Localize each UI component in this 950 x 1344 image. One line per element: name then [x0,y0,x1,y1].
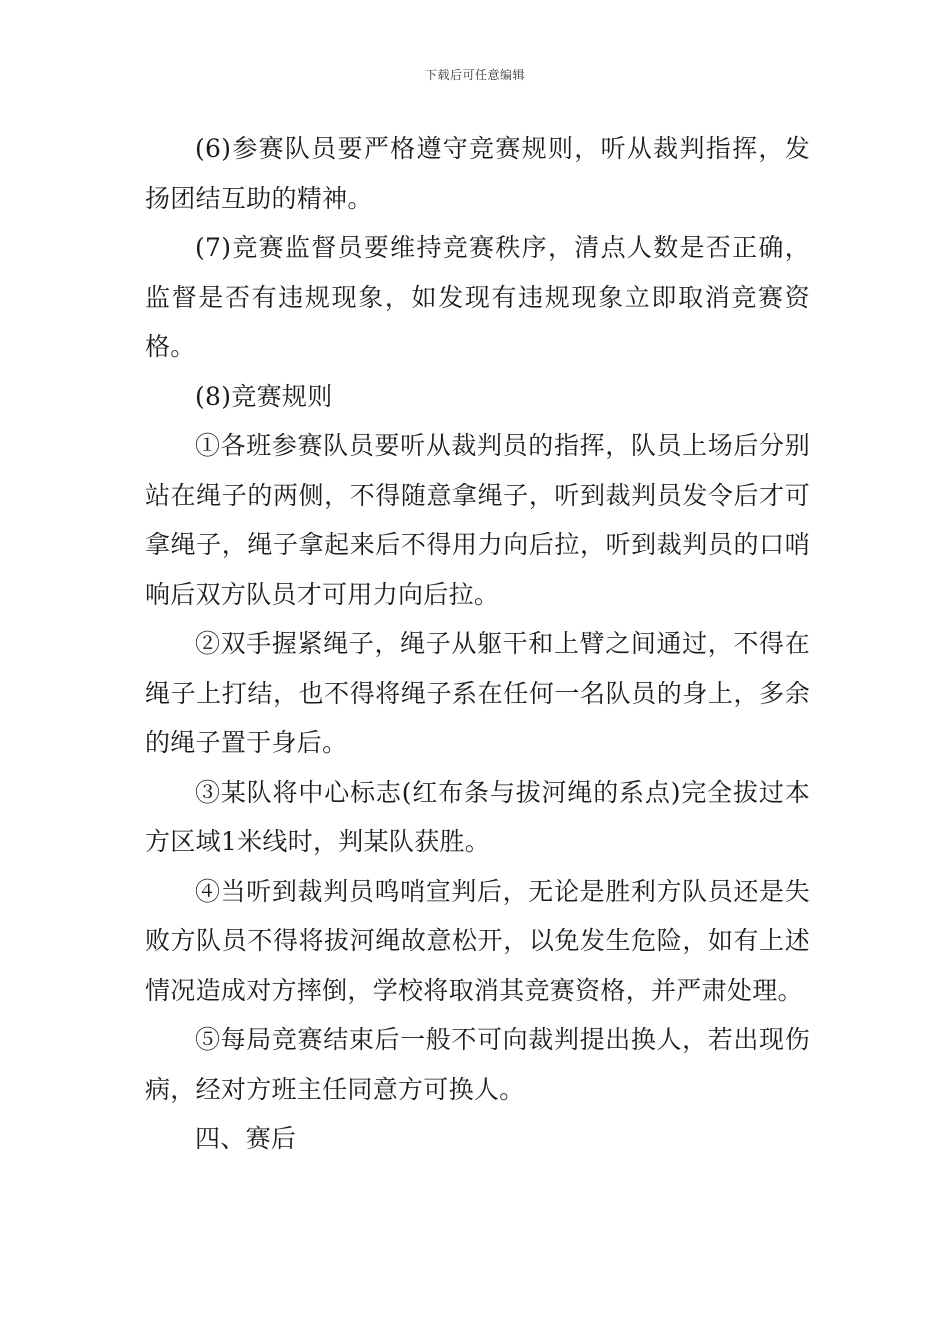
paragraph-7-supervisor-duties: (7)竞赛监督员要维持竞赛秩序，清点人数是否正确，监督是否有违规现象，如发现有违规现象立即取消竞赛资格。 [145,233,810,361]
header-note: 下载后可任意编辑 [424,68,525,82]
section-4-heading: 四、赛后 [195,1124,297,1153]
rule-1-paragraph: ①各班参赛队员要听从裁判员的指挥，队员上场后分别站在绳子的两侧，不得随意拿绳子，听到裁判员发令后才可拿绳子，绳子拿起来后不得用力向后拉，听到裁判员的口哨响后双方队员才可用力向后拉。 [145,431,810,609]
rule-3-paragraph: ③某队将中心标志(红布条与拔河绳的系点)完全拔过本方区域1米线时，判某队获胜。 [145,777,810,856]
document-body [145,124,810,1164]
paragraph-6-athlete-rules: (6)参赛队员要严格遵守竞赛规则，听从裁判指挥，发扬团结互助的精神。 [145,134,810,213]
rule-4-paragraph: ④当听到裁判员鸣哨宣判后，无论是胜利方队员还是失败方队员不得将拔河绳故意松开，以免发生危险，如有上述情况造成对方摔倒，学校将取消其竞赛资格，并严肃处理。 [145,876,810,1005]
paragraph-8-competition-rules-heading: (8)竞赛规则 [195,381,333,411]
rule-5-paragraph: ⑤每局竞赛结束后一般不可向裁判提出换人，若出现伤病，经对方班主任同意方可换人。 [145,1025,810,1104]
rule-2-paragraph: ②双手握紧绳子，绳子从躯干和上臂之间通过，不得在绳子上打结，也不得将绳子系在任何一名队员的身上，多余的绳子置于身后。 [145,629,810,757]
